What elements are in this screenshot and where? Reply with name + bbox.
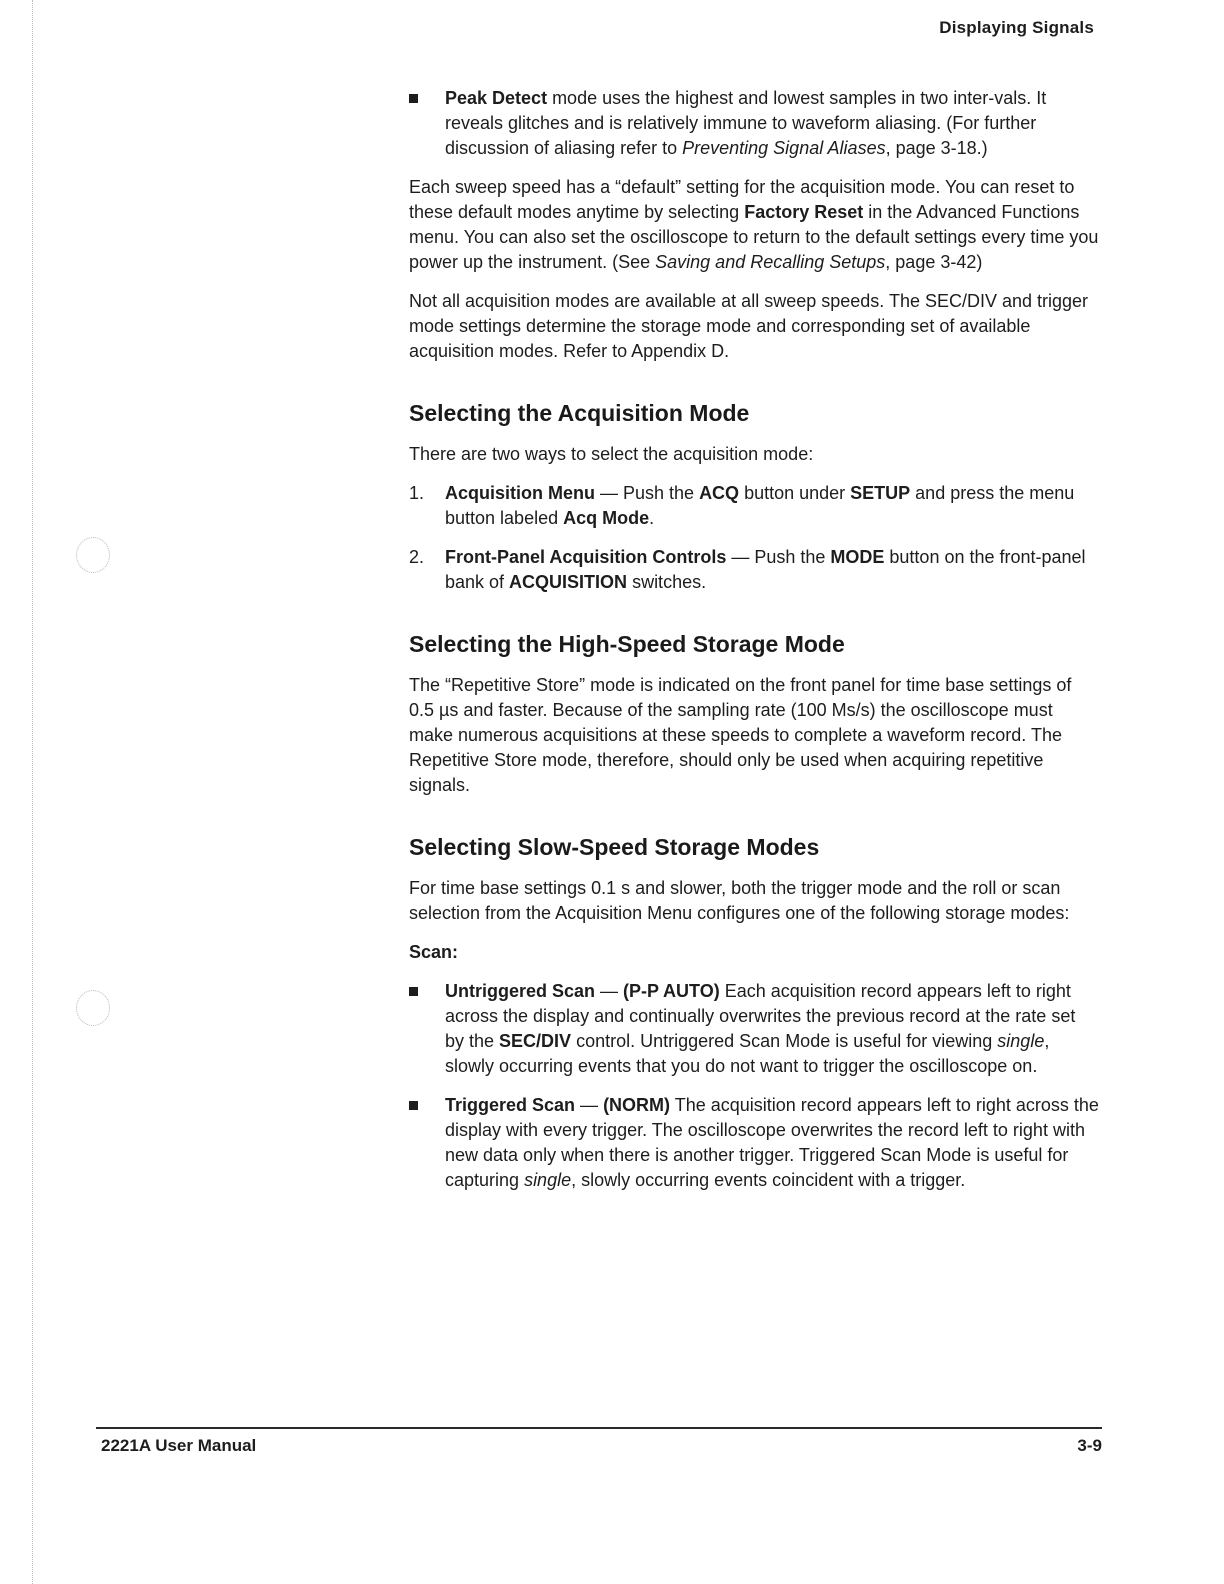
term-untriggered-scan: Untriggered Scan [445, 981, 596, 1001]
bullet-text: The acquisition record appears left to right across the display with every trigger. The oscilloscope overwrites the record left to right with new data only when there is another trigger. Triggered Scan Mode is useful for capturing [445, 1095, 1099, 1190]
heading-acquisition-mode: Selecting the Acquisition Mode [409, 400, 750, 426]
item-text: — Push the [726, 547, 831, 567]
footer-manual-title: 2221A User Manual [101, 1436, 257, 1455]
item-term: Acquisition Menu [445, 483, 595, 503]
key-mode: MODE [830, 547, 885, 567]
numbered-item-front-panel-controls [409, 545, 1099, 595]
default-settings-paragraph [409, 175, 1099, 275]
binding-edge [32, 0, 33, 1584]
bullet-square-icon [409, 94, 418, 103]
term-triggered-scan: Triggered Scan [445, 1095, 576, 1115]
key-sec-div: SEC/DIV [499, 1031, 572, 1051]
item-text: and press the menu button labeled [445, 483, 1075, 528]
bullet-square-icon [409, 987, 418, 996]
punch-hole-bottom [76, 990, 110, 1026]
term-factory-reset: Factory Reset [744, 202, 864, 222]
item-term: Front-Panel Acquisition Controls [445, 547, 727, 567]
emphasis-single: single [524, 1170, 572, 1190]
item-text: button under [739, 483, 851, 503]
bullet-text: , page 3-18.) [885, 138, 988, 158]
paragraph-text: Each sweep speed has a “default” setting for the acquisition mode. You can reset to these default modes anytime by selecting [409, 177, 1075, 222]
cross-reference-title: Saving and Recalling Setups [655, 252, 886, 272]
numbered-item-acquisition-menu [409, 481, 1099, 531]
paragraph-text: in the Advanced Functions menu. You can also set the oscilloscope to return to the default settings every time you power up the instrument. (See [409, 202, 1099, 272]
key-setup: SETUP [850, 483, 911, 503]
footer-page-number: 3-9 [1077, 1436, 1102, 1455]
mode-pp-auto: (P-P AUTO) [623, 981, 720, 1001]
slow-speed-paragraph: For time base settings 0.1 s and slower, both the trigger mode and the roll or scan selection from the Acquisition Menu configures one of the following storage modes: [409, 878, 1070, 923]
paragraph-text: , page 3-42) [885, 252, 983, 272]
bullet-square-icon [409, 1101, 418, 1110]
heading-slow-speed-storage: Selecting Slow-Speed Storage Modes [409, 834, 820, 860]
cross-reference-title: Preventing Signal Aliases [682, 138, 886, 158]
bullet-text: — [595, 981, 624, 1001]
subheading-scan: Scan: [409, 942, 459, 962]
bullet-text: mode uses the highest and lowest samples in two inter-vals. It reveals glitches and is relatively immune to waveform aliasing. (For further discussion of aliasing refer to [445, 88, 1047, 158]
high-speed-paragraph: The “Repetitive Store” mode is indicated on the front panel for time base settings of 0.5 µs and faster. Because of the sampling rate (100 Ms/s) the oscilloscope must make numerous acquisitions at these speeds to complete a waveform record. The Repetitive Store mode, therefore, should only be used when acquiring repetitive signals. [409, 675, 1072, 795]
bullet-text: control. Untriggered Scan Mode is useful for viewing [571, 1031, 998, 1051]
term-peak-detect: Peak Detect [445, 88, 548, 108]
bullet-text: , slowly occurring events that you do not want to trigger the oscilloscope on. [445, 1031, 1050, 1076]
item-number: 2. [409, 547, 425, 567]
footer-rule [96, 1427, 1102, 1429]
item-text: switches. [627, 572, 707, 592]
item-text: button on the front-panel bank of [445, 547, 1086, 592]
mode-norm: (NORM) [603, 1095, 671, 1115]
key-acquisition: ACQUISITION [509, 572, 628, 592]
item-number: 1. [409, 483, 425, 503]
bullet-text: Each acquisition record appears left to right across the display and continually overwrites the previous record at the rate set by the [445, 981, 1076, 1051]
triggered-scan-bullet [409, 1093, 1099, 1193]
peak-detect-bullet [409, 86, 1099, 161]
item-text: . [649, 508, 655, 528]
key-acq-mode: Acq Mode [563, 508, 650, 528]
item-text: — Push the [595, 483, 700, 503]
untriggered-scan-bullet [409, 979, 1099, 1079]
page-content [409, 86, 1099, 1207]
bullet-text: — [575, 1095, 604, 1115]
running-header: Displaying Signals [939, 18, 1094, 37]
heading-high-speed-storage: Selecting the High-Speed Storage Mode [409, 631, 845, 657]
key-acq: ACQ [699, 483, 740, 503]
punch-hole-top [76, 537, 110, 573]
bullet-text: , slowly occurring events coincident with a trigger. [571, 1170, 966, 1190]
acquisition-intro: There are two ways to select the acquisition mode: [409, 444, 814, 464]
emphasis-single: single [997, 1031, 1045, 1051]
availability-paragraph: Not all acquisition modes are available at all sweep speeds. The SEC/DIV and trigger mode settings determine the storage mode and corresponding set of available acquisition modes. Refer to Appendix D. [409, 291, 1089, 361]
